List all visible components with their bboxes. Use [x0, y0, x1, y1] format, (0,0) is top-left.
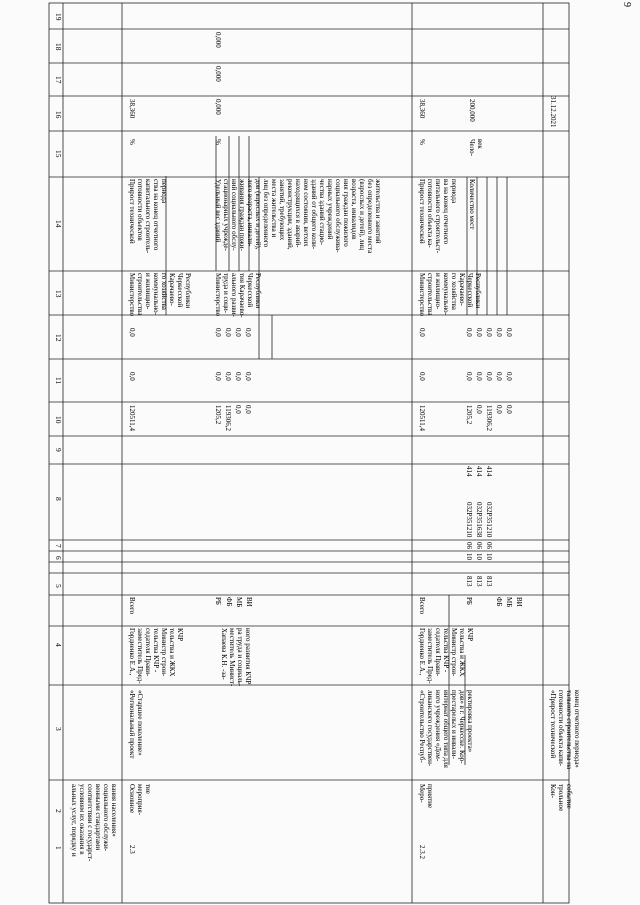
svg-text:живания граждан пожи-: живания граждан пожи-: [238, 179, 246, 251]
svg-text:Черкесской: Черкесской: [176, 273, 184, 308]
svg-text:РБ: РБ: [465, 597, 473, 605]
svg-text:200,000: 200,000: [468, 99, 476, 122]
svg-text:Министерство: Министерство: [418, 273, 426, 317]
svg-text:032P351210: 032P351210: [465, 502, 473, 538]
svg-text:0,0: 0,0: [214, 328, 222, 337]
svg-text:06: 06: [475, 542, 483, 549]
svg-text:и жилищно-: и жилищно-: [434, 273, 442, 310]
svg-text:Хапаева К.Н. -за-: Хапаева К.Н. -за-: [220, 628, 228, 680]
svg-text:10: 10: [475, 553, 483, 560]
svg-text:ального разви-: ального разви-: [230, 273, 238, 317]
svg-text:0,0: 0,0: [128, 372, 136, 381]
svg-text:0,0: 0,0: [465, 328, 473, 337]
svg-text:0,0: 0,0: [495, 372, 503, 381]
svg-text:дов» в г. Черкесске. Кор-: дов» в г. Черкесске. Кор-: [458, 690, 466, 764]
svg-text:меститель Минист-: меститель Минист-: [228, 628, 236, 687]
svg-text:венными стандартами: венными стандартами: [94, 784, 102, 851]
svg-text:Гордиенко Е.А.,: Гордиенко Е.А.,: [418, 628, 426, 676]
svg-text:0,0: 0,0: [214, 372, 222, 381]
svg-text:век: век: [476, 139, 484, 149]
row-2-3: [128, 32, 382, 854]
svg-text:Прирост технической: Прирост технической: [128, 179, 136, 244]
svg-text:ном состоянии, ветхих: ном состоянии, ветхих: [302, 179, 310, 247]
svg-text:тельства и ЖКХ: тельства и ЖКХ: [168, 628, 176, 677]
svg-text:Республики: Республики: [254, 273, 262, 309]
svg-text:0,0: 0,0: [234, 405, 242, 414]
svg-text:(взрослых и детей), лиц: (взрослых и детей), лиц: [358, 179, 366, 251]
svg-text:0,0: 0,0: [495, 405, 503, 414]
svg-text:тельства КЧР -: тельства КЧР -: [152, 628, 160, 673]
svg-text:0,0: 0,0: [128, 328, 136, 337]
svg-text:Республики: Республики: [184, 273, 192, 309]
svg-text:«Региональный проект: «Региональный проект: [128, 690, 136, 759]
col-14-number: 14: [54, 220, 63, 228]
col-19-number: 19: [54, 13, 63, 21]
svg-text:периода: периода: [450, 179, 458, 204]
svg-text:РБ: РБ: [214, 597, 222, 605]
svg-text:ний социального обслу-: ний социального обслу-: [230, 179, 238, 251]
svg-text:%: %: [128, 139, 136, 145]
svg-text:тия Карачаево-: тия Карачаево-: [238, 273, 246, 318]
svg-text:заместитель Пред-: заместитель Пред-: [136, 628, 144, 684]
svg-text:119306,2: 119306,2: [485, 405, 493, 431]
svg-text:труда и соци-: труда и соци-: [222, 273, 230, 313]
svg-text:Кон-: Кон-: [549, 784, 557, 798]
svg-text:813: 813: [485, 576, 493, 587]
svg-text:0,0: 0,0: [418, 372, 426, 381]
svg-text:строительства: строительства: [136, 273, 144, 316]
svg-text:реконструкции, зданий,: реконструкции, зданий,: [286, 179, 294, 250]
svg-text:414: 414: [465, 466, 473, 477]
svg-text:вания населения»: вания населения»: [110, 784, 118, 837]
col-9-number: 9: [54, 448, 63, 452]
svg-text:социального обслужи-: социального обслужи-: [102, 784, 110, 852]
svg-text:06: 06: [485, 542, 493, 549]
svg-text:ВИ: ВИ: [515, 597, 523, 607]
page-number: 9: [621, 2, 632, 7]
svg-text:10: 10: [465, 553, 473, 560]
svg-text:лиц без определенного: лиц без определенного: [262, 179, 270, 248]
svg-text:седателя Прави-: седателя Прави-: [434, 628, 442, 677]
svg-text:ства на конец отчетного: ства на конец отчетного: [152, 179, 160, 251]
svg-text:конец отчетного периода»: конец отчетного периода»: [573, 690, 581, 768]
svg-text:1205,2: 1205,2: [214, 405, 222, 425]
svg-text:ного развития КЧР: ного развития КЧР: [244, 628, 252, 685]
svg-text:0,0: 0,0: [485, 328, 493, 337]
col-16-number: 16: [54, 111, 63, 119]
col-13-number: 13: [54, 290, 63, 298]
svg-text:«Старшее поколение»: «Старшее поколение»: [136, 690, 144, 756]
svg-text:0,0: 0,0: [418, 328, 426, 337]
svg-text:лого возраста, инвали-: лого возраста, инвали-: [246, 179, 254, 247]
svg-text:тельства КЧР -: тельства КЧР -: [442, 628, 450, 673]
svg-text:соответствии с государст-: соответствии с государст-: [86, 784, 94, 862]
svg-text:0,0: 0,0: [475, 328, 483, 337]
svg-text:готовности объектов: готовности объектов: [136, 179, 144, 241]
svg-text:0,0: 0,0: [224, 372, 232, 381]
svg-text:Карачаево-: Карачаево-: [168, 273, 176, 306]
svg-text:коммунальнo-: коммунальнo-: [442, 273, 450, 315]
svg-text:го хозяйства: го хозяйства: [160, 273, 168, 310]
svg-text:0,0: 0,0: [465, 372, 473, 381]
svg-text:ректировка проекта»: ректировка проекта»: [466, 690, 474, 753]
svg-text:0,000: 0,000: [214, 32, 222, 48]
svg-text:ФБ: ФБ: [495, 597, 503, 607]
svg-text:Черкесской: Черкесской: [466, 273, 474, 308]
col-12-number: 12: [54, 334, 63, 342]
svg-text:813: 813: [465, 576, 473, 587]
svg-text:жительства и занятий: жительства и занятий: [374, 179, 382, 244]
svg-text:социального обслужива-: социального обслужива-: [334, 179, 342, 253]
svg-text:ра труда и социаль-: ра труда и социаль-: [236, 628, 244, 687]
svg-text:414: 414: [475, 466, 483, 477]
svg-text:0,0: 0,0: [234, 372, 242, 381]
svg-text:без определенного места: без определенного места: [366, 179, 374, 254]
svg-text:0,0: 0,0: [475, 372, 483, 381]
svg-text:МБ: МБ: [505, 597, 513, 608]
column-numbers: [54, 13, 63, 850]
svg-text:занятий, требующих: занятий, требующих: [278, 179, 286, 241]
svg-text:0,0: 0,0: [505, 372, 513, 381]
row-control-event: [549, 96, 581, 811]
svg-text:0,0: 0,0: [224, 328, 232, 337]
svg-text:трольное: трольное: [557, 784, 565, 812]
svg-text:120511,4: 120511,4: [418, 405, 426, 431]
svg-text:0,0: 0,0: [244, 372, 252, 381]
svg-text:38,360: 38,360: [128, 99, 136, 119]
svg-text:дов (взрослых и детей),: дов (взрослых и детей),: [254, 179, 262, 250]
col-7-number: 7: [54, 544, 63, 548]
svg-text:«Строительство Респуб-: «Строительство Респуб-: [418, 690, 426, 763]
svg-text:нарных учреждений: нарных учреждений: [326, 179, 334, 240]
table-grid: [49, 3, 569, 903]
svg-text:тального строительства на: тального строительства на: [565, 690, 573, 770]
col-11-number: 11: [54, 377, 63, 385]
svg-text:0,0: 0,0: [244, 328, 252, 337]
svg-text:ВИ: ВИ: [245, 597, 253, 607]
col-5-number: 5: [54, 584, 63, 588]
svg-text:МБ: МБ: [235, 597, 243, 608]
svg-text:%: %: [214, 139, 222, 145]
svg-text:«Прирост технической: «Прирост технической: [549, 690, 557, 759]
svg-text:мероприя-: мероприя-: [136, 784, 144, 816]
svg-text:Количество мест: Количество мест: [468, 179, 476, 230]
svg-text:0,0: 0,0: [485, 372, 493, 381]
svg-text:периода: периода: [160, 179, 168, 204]
svg-text:Гордиенко Е.А.,: Гордиенко Е.А.,: [128, 628, 136, 676]
svg-text:0,0: 0,0: [495, 328, 503, 337]
svg-text:строительства: строительства: [426, 273, 434, 316]
svg-text:альных услуг, порядку и: альных услуг, порядку и: [70, 784, 78, 857]
svg-text:места жительства и: места жительства и: [270, 179, 278, 238]
svg-text:ного учреждения «Дом-: ного учреждения «Дом-: [434, 690, 442, 762]
row-2-3-number: 2.3: [128, 845, 136, 854]
svg-text:приятие: приятие: [426, 784, 434, 809]
svg-text:ликанского государствен-: ликанского государствен-: [426, 690, 434, 767]
col-3-number: 3: [54, 727, 63, 731]
svg-text:0,000: 0,000: [214, 99, 222, 115]
svg-text:0,0: 0,0: [234, 328, 242, 337]
svg-text:условиям их оказания в: условиям их оказания в: [78, 784, 86, 855]
svg-text:0,0: 0,0: [505, 328, 513, 337]
control-event-date: 31.12.2021: [549, 96, 557, 128]
svg-text:КЧР: КЧР: [466, 628, 474, 642]
svg-text:Республики: Республики: [474, 273, 482, 309]
svg-text:Министр строи-: Министр строи-: [160, 628, 168, 677]
col-18-number: 18: [54, 43, 63, 51]
col-17-number: 17: [54, 76, 63, 84]
svg-text:Черкесской: Черкесской: [246, 273, 254, 308]
svg-text:%: %: [418, 139, 426, 145]
svg-text:и жилищно-: и жилищно-: [144, 273, 152, 310]
svg-text:Министр строи-: Министр строи-: [450, 628, 458, 677]
svg-text:119306,2: 119306,2: [224, 405, 232, 431]
svg-text:120511,4: 120511,4: [128, 405, 136, 431]
svg-text:10: 10: [485, 553, 493, 560]
svg-text:38,360: 38,360: [418, 99, 426, 119]
col-8-number: 8: [54, 497, 63, 501]
svg-text:ФБ: ФБ: [225, 597, 233, 607]
svg-text:Удельный вес зданий: Удельный вес зданий: [214, 179, 222, 243]
svg-text:Всего: Всего: [128, 597, 136, 615]
svg-text:1205,2: 1205,2: [465, 405, 473, 425]
col-10-number: 10: [54, 416, 63, 424]
svg-text:Меро-: Меро-: [418, 784, 426, 803]
col-1-number: 1: [54, 846, 63, 850]
col-4-number: 4: [54, 643, 63, 647]
svg-text:седателя Прави-: седателя Прави-: [144, 628, 152, 677]
row-2-3-2-number: 2.3.2: [418, 845, 426, 859]
svg-text:заместитель Пред-: заместитель Пред-: [426, 628, 434, 684]
svg-text:КЧР: КЧР: [176, 628, 184, 642]
col-6-number: 6: [54, 556, 63, 560]
svg-text:0,0: 0,0: [475, 405, 483, 414]
svg-text:тие: тие: [144, 784, 152, 794]
svg-text:коммунальнo-: коммунальнo-: [152, 273, 160, 315]
svg-text:032P351638: 032P351638: [475, 502, 483, 538]
svg-text:го хозяйства: го хозяйства: [450, 273, 458, 310]
svg-text:ния граждан пожилого: ния граждан пожилого: [342, 179, 350, 247]
svg-text:Карачаево-: Карачаево-: [458, 273, 466, 306]
svg-text:Прирост технической: Прирост технической: [418, 179, 426, 244]
svg-text:стационарных учрежде-: стационарных учрежде-: [222, 179, 230, 251]
svg-text:чества зданий стацио-: чества зданий стацио-: [318, 179, 326, 246]
svg-text:0,000: 0,000: [214, 66, 222, 82]
svg-text:зданий от общего коли-: зданий от общего коли-: [310, 179, 318, 250]
svg-text:414: 414: [485, 466, 493, 477]
svg-text:питального строительст-: питального строительст-: [434, 179, 442, 254]
svg-text:готовности объекта ка-: готовности объекта ка-: [426, 179, 434, 248]
svg-text:престарелых и инвали-: престарелых и инвали-: [450, 690, 458, 759]
svg-text:интернат общего типа для: интернат общего типа для: [442, 690, 450, 768]
svg-text:06: 06: [465, 542, 473, 549]
svg-text:готовности объекта капи-: готовности объекта капи-: [557, 690, 565, 767]
svg-text:капитального строитель-: капитального строитель-: [144, 179, 152, 254]
svg-text:032P351210: 032P351210: [485, 502, 493, 538]
svg-text:Основное: Основное: [128, 784, 136, 814]
svg-text:возраста, инвалидов: возраста, инвалидов: [350, 179, 358, 240]
svg-text:Всего: Всего: [418, 597, 426, 615]
svg-text:Чело-: Чело-: [468, 139, 476, 156]
svg-text:находящихся в аварий-: находящихся в аварий-: [294, 179, 302, 248]
svg-text:0,0: 0,0: [244, 405, 252, 414]
svg-text:813: 813: [475, 576, 483, 587]
svg-text:тельства и ЖКХ: тельства и ЖКХ: [458, 628, 466, 677]
svg-text:0,0: 0,0: [505, 405, 513, 414]
svg-text:событие: событие: [565, 784, 573, 809]
col-2-number: 2: [54, 809, 63, 813]
col-15-number: 15: [54, 150, 63, 158]
svg-text:Министерство: Министерство: [214, 273, 222, 317]
prev-row-text: [70, 784, 118, 862]
svg-text:ва на конец отчетного: ва на конец отчетного: [442, 179, 450, 245]
svg-text:Министерство: Министерство: [128, 273, 136, 317]
